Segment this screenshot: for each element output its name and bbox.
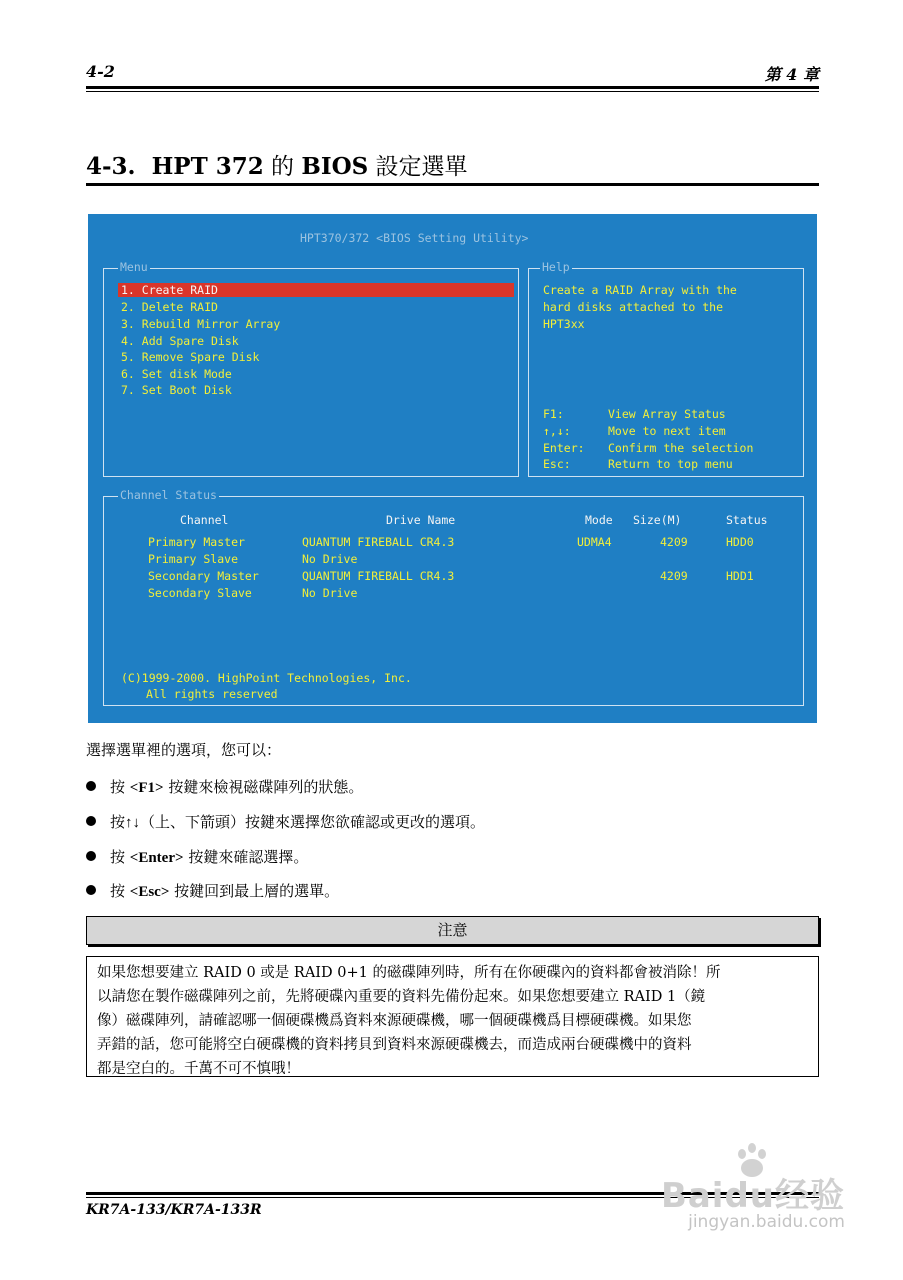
note-line: 都是空白的。千萬不可不慎哦！ [97, 1061, 300, 1077]
header-rule-thin [86, 91, 819, 92]
help-line: hard disks attached to the [543, 300, 724, 314]
menu-item-create-raid[interactable]: 1. Create RAID [121, 283, 218, 297]
row-channel: Secondary Master [148, 569, 259, 583]
row-channel: Primary Slave [148, 552, 239, 566]
key-label: <Esc> [129, 884, 170, 900]
help-line: Create a RAID Array with the [543, 283, 737, 297]
col-mode: Mode [585, 513, 613, 527]
note-line: 以請您在製作磁碟陣列之前，先將硬碟內重要的資料先備份起來。如果您想要建立 RAID 1（鏡 [97, 989, 706, 1005]
col-size: Size(M) [633, 513, 682, 527]
bullet-dot-icon [86, 781, 96, 791]
row-drive: No Drive [302, 552, 358, 566]
bullet-item: 按 <Esc> 按鍵回到最上層的選單。 [86, 880, 339, 901]
watermark-url: jingyan.baidu.com [688, 1212, 845, 1232]
menu-item-delete-raid[interactable]: 2. Delete RAID [121, 300, 218, 314]
col-drive-name: Drive Name [386, 513, 456, 527]
key-enter-desc: Confirm the selection [608, 441, 754, 455]
bios-rights: All rights reserved [146, 687, 278, 701]
key-label: ↑↓ [125, 815, 141, 831]
bullet-dot-icon [86, 816, 96, 826]
note-line: 弄錯的話，您可能將空白硬碟機的資料拷貝到資料來源硬碟機去，而造成兩台硬碟機中的資料 [97, 1037, 692, 1053]
row-drive: No Drive [302, 586, 358, 600]
key-f1-desc: View Array Status [608, 407, 726, 421]
section-title [86, 148, 468, 181]
channel-status-label: Channel Status [120, 488, 217, 502]
col-status: Status [726, 513, 768, 527]
footer-model: KR7A-133/KR7A-133R [86, 1202, 262, 1218]
key-f1: F1: [543, 407, 564, 421]
note-line: 如果您想要建立 RAID 0 或是 RAID 0+1 的磁碟陣列時，所有在你硬碟內的資料都會被消除！所 [97, 965, 721, 981]
row-mode: UDMA4 [577, 535, 612, 549]
note-heading: 注意 [86, 916, 819, 945]
bullet-dot-icon [86, 851, 96, 861]
menu-box-label: Menu [120, 260, 148, 274]
menu-item-set-boot-disk[interactable]: 7. Set Boot Disk [121, 383, 232, 397]
bios-title: HPT370/372 <BIOS Setting Utility> [300, 231, 529, 245]
section-title-mid: 的 [263, 154, 302, 180]
help-box-label: Help [542, 260, 570, 274]
row-size: 4209 [660, 535, 688, 549]
bullet-item: 按 <F1> 按鍵來檢視磁碟陣列的狀態。 [86, 776, 363, 797]
note-body [86, 956, 819, 1077]
bullet-item: 按↑↓（上、下箭頭）按鍵來選擇您欲確認或更改的選項。 [86, 811, 485, 832]
note-line: 像）磁碟陣列，請確認哪一個硬碟機爲資料來源硬碟機，哪一個硬碟機爲目標硬碟機。如果您 [97, 1013, 692, 1029]
watermark-logo: Baidu经验 [660, 1176, 845, 1216]
menu-item-set-disk-mode[interactable]: 6. Set disk Mode [121, 367, 232, 381]
bullet-item: 按 <Enter> 按鍵來確認選擇。 [86, 846, 308, 867]
bullet-dot-icon [86, 885, 96, 895]
section-number: 4-3. [86, 153, 136, 180]
row-channel: Primary Master [148, 535, 245, 549]
key-arrows: ↑,↓: [543, 424, 571, 438]
menu-item-add-spare[interactable]: 4. Add Spare Disk [121, 334, 239, 348]
title-rule [86, 183, 819, 186]
section-title-hpt: HPT 372 [151, 153, 264, 180]
page-number: 4-2 [86, 62, 115, 81]
header-rule [86, 86, 819, 89]
menu-item-remove-spare[interactable]: 5. Remove Spare Disk [121, 350, 260, 364]
row-channel: Secondary Slave [148, 586, 252, 600]
row-drive: QUANTUM FIREBALL CR4.3 [302, 535, 455, 549]
row-status: HDD1 [726, 569, 754, 583]
key-label: <F1> [129, 780, 164, 796]
row-size: 4209 [660, 569, 688, 583]
bios-copyright: (C)1999-2000. HighPoint Technologies, Inc. [121, 671, 412, 685]
key-arrows-desc: Move to next item [608, 424, 726, 438]
key-enter: Enter: [543, 441, 585, 455]
bios-screen [88, 214, 817, 723]
help-line: HPT3xx [543, 317, 585, 331]
section-title-post: 設定選單 [368, 154, 468, 180]
section-title-bios: BIOS [301, 153, 369, 180]
key-label: <Enter> [129, 850, 184, 866]
menu-item-rebuild-mirror[interactable]: 3. Rebuild Mirror Array [121, 317, 281, 331]
col-channel: Channel [180, 513, 229, 527]
key-esc: Esc: [543, 457, 571, 471]
row-status: HDD0 [726, 535, 754, 549]
key-esc-desc: Return to top menu [608, 457, 733, 471]
intro-text: 選擇選單裡的選項，您可以： [86, 741, 282, 759]
row-drive: QUANTUM FIREBALL CR4.3 [302, 569, 455, 583]
chapter-label: 第 4 章 [764, 65, 819, 84]
